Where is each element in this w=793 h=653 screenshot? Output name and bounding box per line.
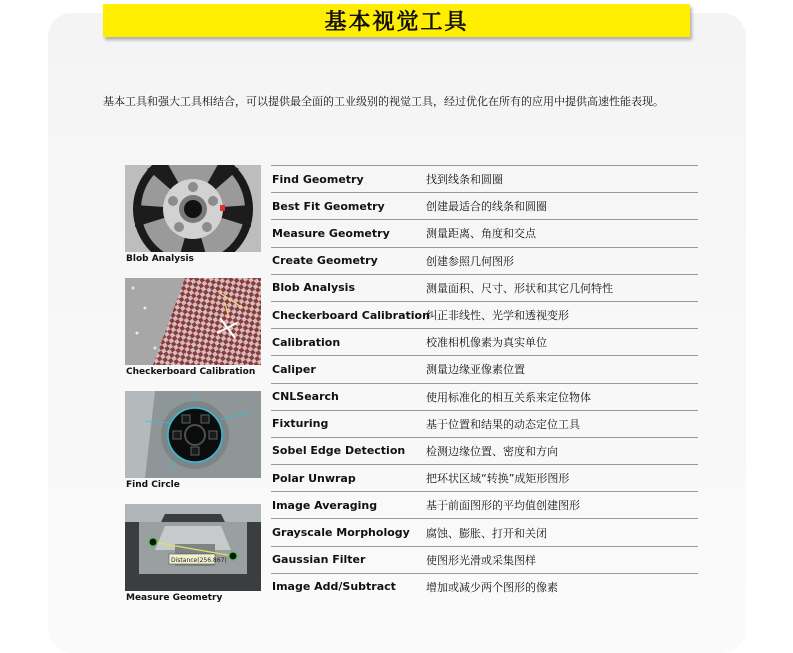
feature-name: Measure Geometry — [272, 226, 390, 240]
feature-row — [271, 491, 698, 518]
feature-name: Blob Analysis — [272, 281, 355, 295]
feature-name: Caliper — [272, 362, 316, 376]
distance-label: Distance(256.867) — [171, 557, 227, 564]
feature-description: 把环状区域“转换”成矩形图形 — [426, 472, 570, 486]
feature-name: Polar Unwrap — [272, 471, 356, 485]
measure-geometry-image — [125, 504, 261, 591]
feature-name: Fixturing — [272, 417, 329, 431]
feature-name: Best Fit Geometry — [272, 199, 385, 213]
circle-picture — [125, 391, 261, 478]
checkerboard-picture — [125, 278, 261, 365]
feature-description: 创建最适合的线条和圆圈 — [426, 200, 547, 214]
wheel-picture — [125, 165, 261, 252]
feature-name: CNLSearch — [272, 390, 339, 404]
feature-row — [271, 546, 698, 573]
feature-row — [271, 219, 698, 246]
page-title: 基本视觉工具 — [324, 10, 469, 35]
blob-analysis-caption: Blob Analysis — [126, 254, 194, 264]
feature-description: 基于前面图形的平均值创建图形 — [426, 499, 580, 513]
feature-description: 基于位置和结果的动态定位工具 — [426, 417, 580, 431]
feature-name: Image Averaging — [272, 498, 378, 512]
feature-name: Calibration — [272, 335, 341, 349]
feature-row — [271, 328, 698, 355]
checkerboard-image — [125, 278, 261, 365]
feature-row — [271, 383, 698, 410]
feature-description: 测量边缘亚像素位置 — [426, 363, 525, 377]
feature-description: 校准相机像素为真实单位 — [426, 336, 547, 350]
feature-row — [271, 355, 698, 382]
measure-picture — [125, 504, 261, 591]
blob-analysis-image — [125, 165, 261, 252]
feature-name: Find Geometry — [272, 172, 364, 186]
feature-name: Create Geometry — [272, 254, 378, 268]
feature-description: 使用标准化的相互关系来定位物体 — [426, 390, 591, 404]
feature-description: 创建参照几何图形 — [426, 254, 514, 268]
intro-paragraph: 基本工具和强大工具相结合，可以提供最全面的工业级别的视觉工具，经过优化在所有的应用中提供高速性能表现。 — [103, 95, 664, 108]
feature-name: Grayscale Morphology — [272, 526, 410, 540]
feature-description: 找到线条和圆圈 — [426, 173, 503, 187]
feature-description: 检测边缘位置、密度和方向 — [426, 444, 558, 458]
measure-geometry-caption: Measure Geometry — [126, 593, 223, 603]
feature-description: 增加或减少两个图形的像素 — [426, 580, 558, 594]
feature-row — [271, 410, 698, 437]
feature-row — [271, 573, 698, 600]
feature-description: 使图形光滑或采集图样 — [426, 553, 536, 567]
feature-name: Sobel Edge Detection — [272, 444, 406, 458]
feature-row — [271, 437, 698, 464]
feature-name: Image Add/Subtract — [272, 580, 396, 594]
feature-name: Checkerboard Calibration — [272, 308, 430, 322]
feature-row — [271, 247, 698, 274]
feature-table — [271, 165, 698, 600]
feature-row — [271, 165, 698, 192]
feature-row — [271, 518, 698, 545]
title-banner — [103, 4, 690, 37]
feature-row — [271, 192, 698, 219]
feature-row — [271, 464, 698, 491]
feature-description: 纠正非线性、光学和透视变形 — [426, 309, 569, 323]
feature-description: 腐蚀、膨胀、打开和关闭 — [426, 526, 547, 540]
checkerboard-caption: Checkerboard Calibration — [126, 367, 256, 377]
find-circle-caption: Find Circle — [126, 480, 180, 490]
feature-row — [271, 274, 698, 301]
feature-row — [271, 301, 698, 328]
feature-description: 测量面积、尺寸、形状和其它几何特性 — [426, 281, 613, 295]
feature-name: Gaussian Filter — [272, 553, 366, 567]
find-circle-image — [125, 391, 261, 478]
feature-description: 测量距离、角度和交点 — [426, 227, 536, 241]
